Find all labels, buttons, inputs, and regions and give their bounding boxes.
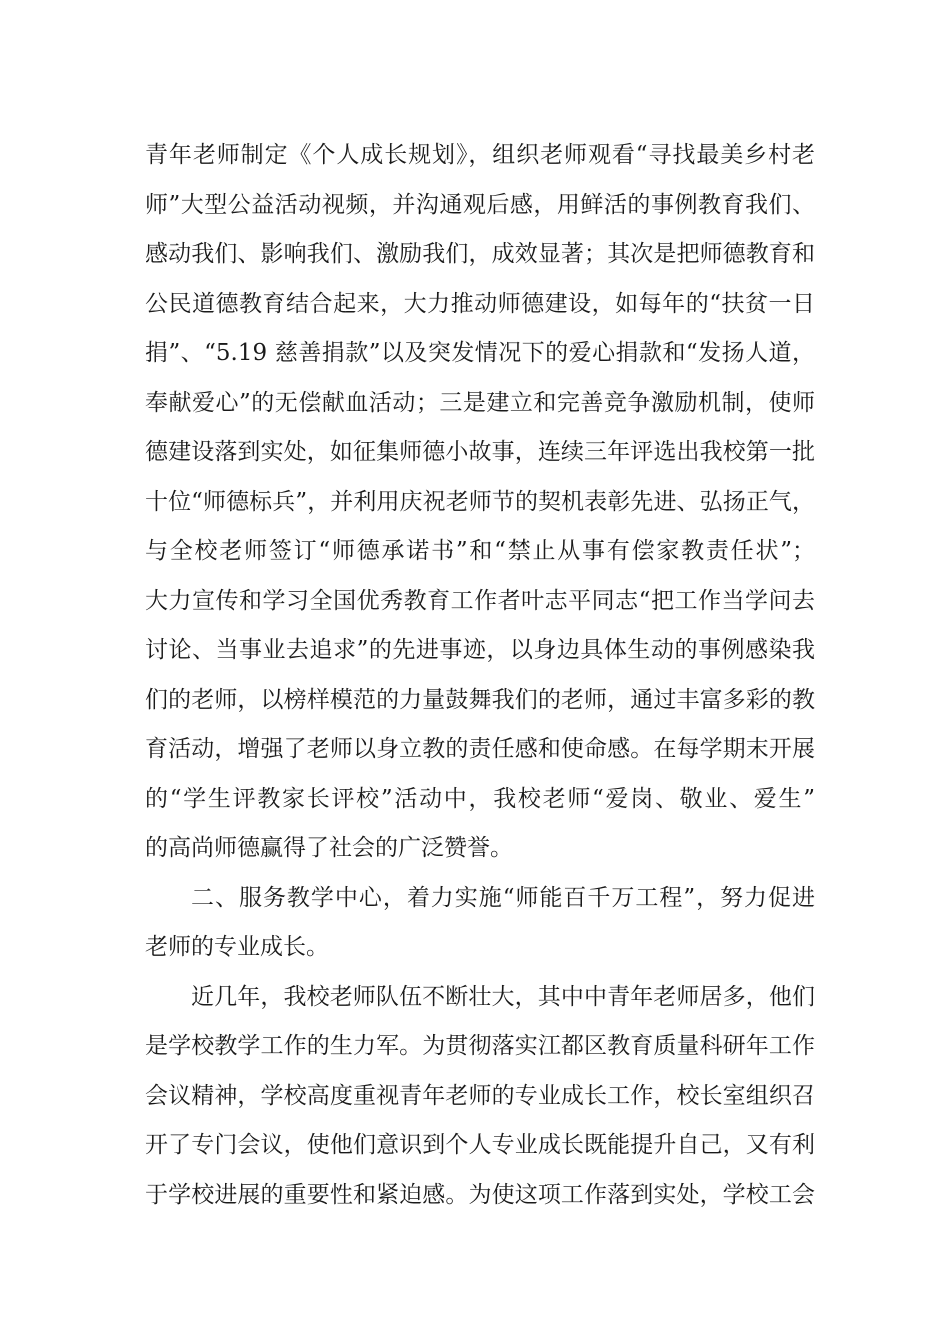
text-line: 的“学生评教家长评校”活动中，我校老师“爱岗、敬业、爱生” — [145, 785, 815, 812]
text-line: 奉献爱心”的无偿献血活动；三是建立和完善竞争激励机制，使师 — [145, 389, 815, 416]
text-line: 近几年，我校老师队伍不断壮大，其中中青年老师居多，他们 — [191, 983, 815, 1010]
text-line: 大力宣传和学习全国优秀教育工作者叶志平同志“把工作当学问去 — [145, 587, 815, 614]
text-line: 青年老师制定《个人成长规划》，组织老师观看“寻找最美乡村老 — [145, 142, 815, 168]
text-line: 捐”、“5.19 慈善捐款”以及突发情况下的爱心捐款和“发扬人道， — [145, 340, 815, 366]
text-line: 们的老师，以榜样模范的力量鼓舞我们的老师，通过丰富多彩的教 — [145, 686, 815, 713]
text-line: 开了专门会议，使他们意识到个人专业成长既能提升自己，又有利 — [145, 1132, 815, 1158]
text-line: 育活动，增强了老师以身立教的责任感和使命感。在每学期末开展 — [145, 736, 815, 762]
text-line: 公民道德教育结合起来，大力推动师德建设，如每年的“扶贫一日 — [145, 290, 815, 317]
text-line: 的高尚师德赢得了社会的广泛赞誉。 — [145, 835, 513, 861]
text-line: 是学校教学工作的生力军。为贯彻落实江都区教育质量科研年工作 — [145, 1033, 815, 1059]
text-line: 与全校老师签订“师德承诺书”和“禁止从事有偿家教责任状”； — [145, 538, 815, 564]
text-line: 师”大型公益活动视频，并沟通观后感，用鲜活的事例教育我们、 — [145, 191, 815, 218]
document-body — [145, 131, 815, 1220]
text-line: 会议精神，学校高度重视青年老师的专业成长工作，校长室组织召 — [145, 1082, 815, 1109]
text-line: 十位“师德标兵”，并利用庆祝老师节的契机表彰先进、弘扬正气， — [145, 488, 815, 515]
text-line: 德建设落到实处，如征集师德小故事，连续三年评选出我校第一批 — [145, 439, 815, 465]
section-heading-line: 二、服务教学中心，着力实施“师能百千万工程”，努力促进 — [191, 884, 815, 911]
text-line: 讨论、当事业去追求”的先进事迹，以身边具体生动的事例感染我 — [145, 637, 815, 663]
text-line: 于学校进展的重要性和紧迫感。为使这项工作落到实处，学校工会 — [145, 1181, 815, 1208]
text-line: 感动我们、影响我们、激励我们，成效显著；其次是把师德教育和 — [145, 241, 815, 267]
section-heading-line: 老师的专业成长。 — [145, 934, 329, 960]
